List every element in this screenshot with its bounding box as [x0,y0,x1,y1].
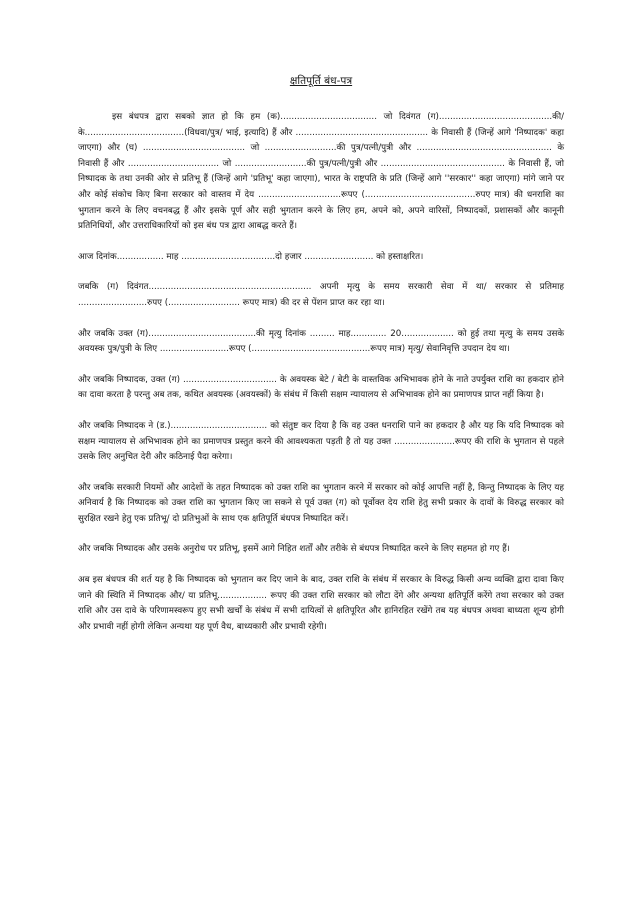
paragraph-deceased-pension: जबकि (ग) दिवंगत........................................................... अपनी मृत्यु के समय सरकारी सेवा में था/ सरकार से प्रतिमाह .........................रुपए (.......................... रूपए मात्र) की दर से पेंशन प्राप्त कर रहा था। [78,282,567,308]
paragraph-death-gratuity: और जबकि उक्त (ग).......................................की मृत्यु दिनांक ......... माह............. 20................... को हुई तथा मृत्यु के समय उसके अवयस्क पुत्र/पुत्री के लिए .........................रूपए (...........................................रूपए मात्र) मृत्यु/ सेवानिवृत्ति उपदान देय था। [78,328,567,355]
paragraph-agreement: और जबकि निष्पादक और उसके अनुरोध पर प्रतिभू, इसमें आगे निहित शर्तों और तरीके से बंधपत्र निष्पादित करने के लिए सहमत हो गए हैं। [78,544,510,555]
paragraph-signed-date: आज दिनांक................. माह ..................................दो हजार ......................... को हस्ताक्षरित। [78,251,424,262]
paragraph-satisfaction: और जबकि निष्पादक ने (ड.)................................... को संतुष्ट कर दिया है कि वह उक्त धनराशि पाने का हकदार है और यह कि यदि निष्पादक को सक्षम न्यायालय से अभिभावक होने का प्रमाणपत्र प्रस्तुत करने की आवश्यकता पड़ती है तो यह उक्त ......................रूपए की राशि के भुगतान से पहले उसके लिए अनुचित देरी और कठिनाई पैदा करेगा। [78,420,567,463]
paragraph-government-rules: और जबकि सरकारी नियमों और आदेशों के तहत निष्पादक को उक्त राशि का भुगतान करने में सरकार को कोई आपत्ति नहीं है, किन्तु निष्पादक के लिए यह अनिवार्य है कि निष्पादक को उक्त राशि का भुगतान किए जा सकने से पूर्व उक्त (ग) को पूर्वोक्त देय राशि हेतु सभी प्रकार के दावों के विरुद्ध सरकार को सुरक्षित रखने हेतु एक प्रतिभू/ दो प्रतिभुओं के साथ एक क्षतिपूर्ति बंधपत्र निष्पादित करें। [78,482,567,524]
paragraph-guardian-claim: और जबकि निष्पादक, उक्त (ग) .................................. के अवयस्क बेटे / बेटी के वास्तविक अभिभावक होने के नाते उपर्युक्त राशि का हकदार होने का दावा करता है परन्तु अब तक, कथित अवयस्क (अवयस्कों) के संबंध में किसी सक्षम न्यायालय से अभिभावक होने का प्रमाणपत्र प्राप्त नहीं किया है। [78,374,567,401]
paragraph-bond-condition: अब इस बंधपत्र की शर्त यह है कि निष्पादक को भुगतान कर दिए जाने के बाद, उक्त राशि के संबंध में सरकार के विरुद्ध किसी अन्य व्यक्ति द्वारा दावा किए जाने की स्थिति में निष्पादक और/ या प्रतिभू.................. रूपए की उक्त राशि सरकार को लौटा देंगे और अन्यथा क्षतिपूर्ति करेंगे तथा सरकार को उक्त राशि और उस दावे के परिणामस्वरूप हुए सभी खर्चों के संबंध में सभी दायित्वों से क्षतिपूरित और हानिरहित रखेंगे तब यह बंधपत्र अथवा बाध्यता शून्य होगी और प्रभावी नहीं होगी लेकिन अन्यथा यह पूर्ण वैध, बाध्यकारी और प्रभावी रहेगी। [78,575,567,632]
document-title: क्षतिपूर्ति बंध-पत्र [289,75,353,87]
paragraph-bond-parties: इस बंधपत्र द्वारा सबको ज्ञात हो कि हम (क)................................... जो दिवंगत (ग).........................................की/के....................................(विधवा/पुत्र/ भाई, इत्यादि) हैं और ................................................ के निवासी हैं (जिन्हें आगे 'निष्पादक' कहा जाएगा) और (घ) ..................................... जो ..........................की पुत्र/पत्नी/पुत्री और ................................................. के निवासी हैं और ................................. जो ..........................की पुत्र/पत्नी/पुत्री और ............................................. के निवासी हैं, जो निष्पादक के तथा उनकी ओर से प्रतिभू हैं (जिन्हें आगे 'प्रतिभू' कहा जाएगा), भारत के राष्ट्रपति के प्रति (जिन्हें आगे ''सरकार'' कहा जाएगा) मांगे जाने पर और कोई संकोच किए बिना सरकार को वास्तव में देय ..............................रूपए (........................................रुपए मात्र) की धनराशि का भुगतान करने के लिए वचनबद्ध हैं और इसके पूर्ण और सही भुगतान करने के लिए हम, अपने को, अपने वारिसों, निष्पादकों, प्रशासकों और कानूनी प्रतिनिधियों, और उत्तराधिकारियों को इस बंध पत्र द्वारा आबद्ध करते हैं। [78,112,567,232]
